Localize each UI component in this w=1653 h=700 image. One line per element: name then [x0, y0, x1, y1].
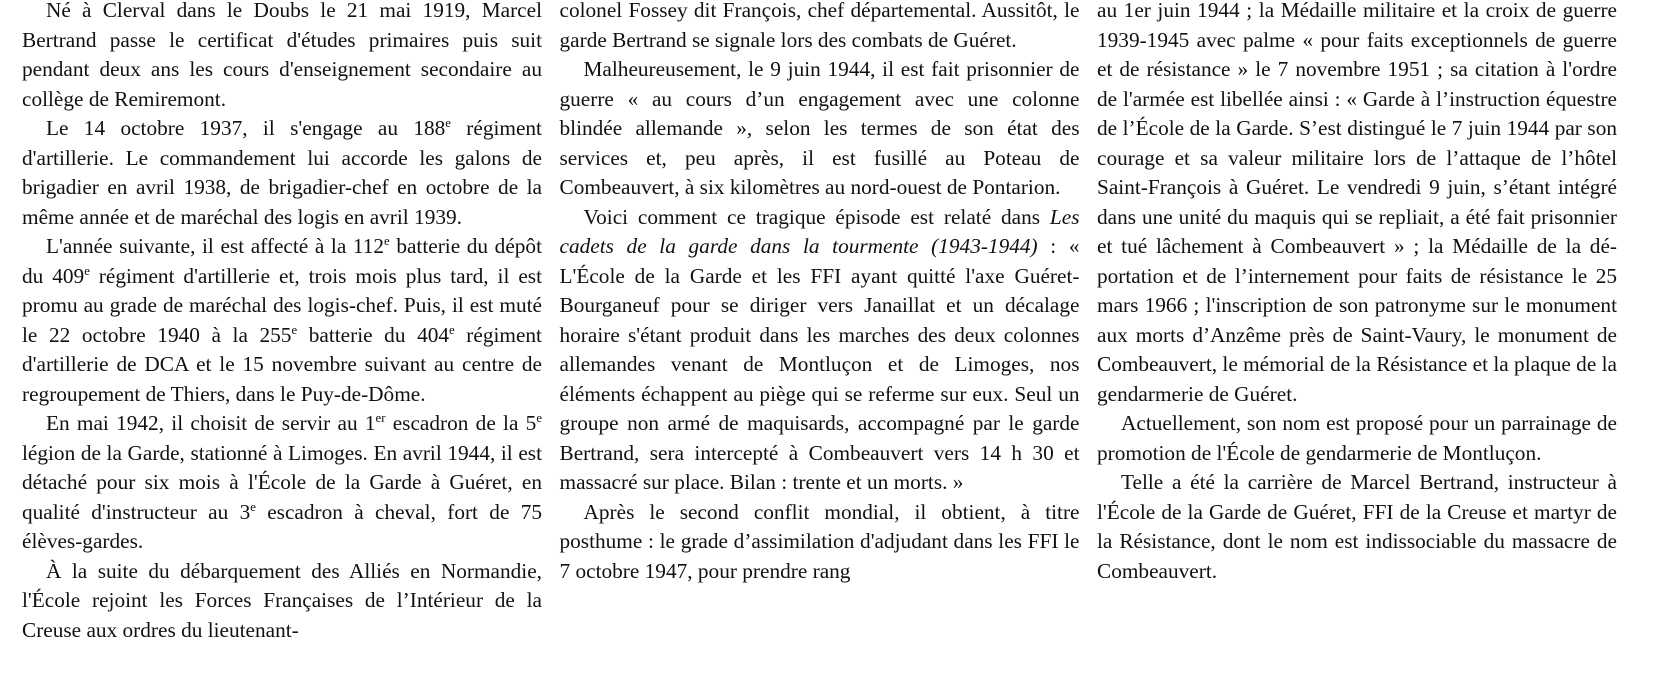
superscript: er — [375, 410, 386, 425]
text-run: : « L'École de la Garde et les FFI ayant quitté l'axe Guéret-Bourganeuf pour se diriger vers Janaillat et un décalage horaire s'étant produit dans les marches des deux colonnes allemandes venant de Montluçon et de Limoges, nos éléments échappent au piège qui se referme sur eux. Seul un groupe non armé de maquisards, accompagné par le garde Bertrand, sera intercepté à Combeauvert vers 14 h 30 et massacré sur place. Bilan : trente et un morts. » — [559, 234, 1080, 494]
paragraph-text: Actuellement, son nom est proposé pour un parrainage de promotion de l'École de gendarmerie de Montluçon. — [1097, 411, 1617, 465]
superscript: e — [84, 263, 90, 278]
paragraph-text: Telle a été la carrière de Marcel Bertrand, instructeur à l'École de la Garde de Guéret, FFI de la Creuse et martyr de la Résistance, dont le nom est indissociable du massacre de Combeauvert. — [1097, 470, 1617, 583]
paragraph-conclusion — [1097, 468, 1617, 586]
superscript: e — [291, 322, 298, 337]
paragraph-parrainage — [1097, 409, 1617, 468]
paragraph-assignments — [22, 232, 542, 409]
paragraph-account — [560, 203, 1080, 498]
paragraph-text: Né à Clerval dans le Doubs le 21 mai 1919, Marcel Bertrand passe le certificat d'études primaires puis suit pendant deux ans les cours d'enseignement secondaire au collège de Remiremont. — [22, 0, 542, 111]
paragraph-capture — [560, 55, 1080, 203]
text-run: régiment d'artillerie. Le commandement lui accorde les galons de brigadier en avril 1938, de brigadier-chef en octobre de la même année et de maréchal des logis en avril 1939. — [22, 116, 542, 229]
book-title: Les cadets de la garde dans la tourmente (1943-1944) — [559, 204, 1080, 258]
paragraph-birth — [22, 0, 542, 114]
superscript: e — [250, 499, 256, 514]
text-run: légion de la Garde, stationné à Limoges. En avril 1944, il est détaché pour six mois à l'École de la Garde à Guéret, en qualité d'instructeur au 3 — [22, 440, 542, 524]
paragraph-text: À la suite du débarquement des Alliés en Normandie, l'École rejoint les Forces Françaises de l’Intérieur de la Creuse aux ordres du lieutenant- — [22, 558, 542, 642]
superscript: e — [449, 322, 455, 337]
text-run: Le 14 octobre 1937, il s'engage au 188 — [46, 116, 446, 140]
paragraph-enlistment — [22, 114, 542, 232]
paragraph-posthumous — [560, 498, 1080, 587]
text-run: escadron à cheval, fort de 75 élèves-gardes. — [22, 499, 543, 553]
text-column-1 — [22, 0, 542, 700]
paragraph-text: Malheureusement, le 9 juin 1944, il est fait prisonnier de guerre « au cours d’un engagement avec une colonne blindée allemande », selon les termes de son état des services et, peu après, il est fusillé au Poteau de Combeauvert, à six kilomètres au nord-ouest de Pontarion. — [559, 57, 1080, 199]
paragraph-text: au 1er juin 1944 ; la Médaille militaire et la croix de guerre 1939-1945 avec palme « pour faits exceptionnels de guerre et de résistance » le 7 novembre 1951 ; sa citation à l'ordre de l'armée est libellée ainsi : « Garde à l’instruction équestre de l’École de la Garde. S’est distingué le 7 juin 1944 par son courage et sa valeur militaire lors de l’attaque de l’hôtel Saint-François à Guéret. Le vendredi 9 juin, s’étant intégré dans une unité du maquis qui se repliait, a été fait prisonnier et tué lâchement à Combeauvert » ; la Médaille de la déportation et de l’internement pour faits de résistance le 25 mars 1966 ; l'inscription de son patronyme sur le monument aux morts d’Anzême près de Saint-Vaury, le monument de Combeauvert, le mémorial de la Résistance et la plaque de la gendarmerie de Guéret. — [1097, 0, 1617, 406]
text-column-3 — [1097, 0, 1617, 700]
paragraph-text: colonel Fossey dit François, chef départemental. Aussitôt, le garde Bertrand se signale lors des combats de Guéret. — [559, 0, 1080, 52]
paragraph-honours — [1097, 0, 1617, 409]
text-run: régiment d'artillerie de DCA et le 15 novembre suivant au centre de regroupement de Thiers, dans le Puy-de-Dôme. — [22, 322, 542, 406]
superscript: e — [384, 233, 390, 248]
text-run: En mai 1942, il choisit de servir au 1 — [46, 411, 376, 435]
superscript: e — [536, 410, 542, 425]
superscript: e — [445, 115, 451, 130]
text-column-2 — [560, 0, 1080, 700]
paragraph-continuation — [560, 0, 1080, 55]
text-run: régiment d'artillerie et, trois mois plus tard, il est promu au grade de maréchal des logis-chef. Puis, il est muté le 22 octobre 1940 à la 255 — [22, 263, 542, 347]
text-run: Voici comment ce tragique épisode est relaté dans — [583, 204, 1050, 229]
paragraph-text: Après le second conflit mondial, il obtient, à titre posthume : le grade d’assimilation d'adjudant dans les FFI le 7 octobre 1947, pour prendre rang — [559, 499, 1080, 583]
text-run: batterie du 404 — [297, 322, 450, 347]
paragraph-debarquement — [22, 557, 542, 646]
text-run: batterie du dépôt du 409 — [22, 234, 543, 288]
paragraph-garde — [22, 409, 542, 557]
text-run: escadron de la 5 — [385, 411, 537, 435]
text-run: L'année suivante, il est affecté à la 112 — [46, 234, 385, 258]
